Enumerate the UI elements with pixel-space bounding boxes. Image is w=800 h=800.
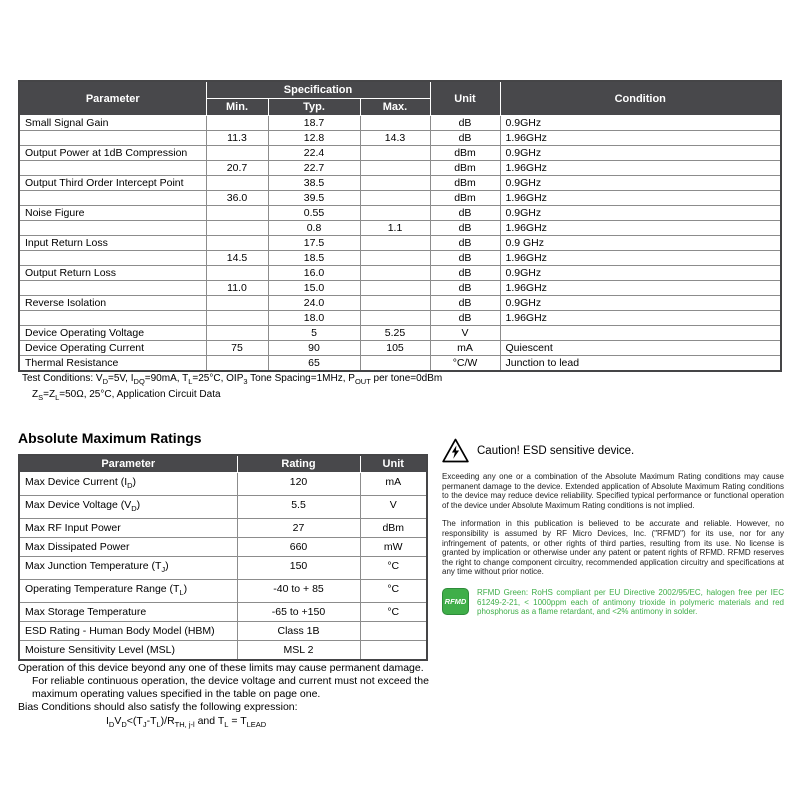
spec-cell-unit: V [430, 326, 500, 341]
spec-table-row [19, 116, 781, 131]
spec-cell-min [206, 206, 268, 221]
abs-max-title: Absolute Maximum Ratings [18, 430, 202, 446]
amr-cell-rating: -40 to + 85 [237, 580, 360, 603]
amr-cell-unit [360, 641, 427, 661]
spec-cell-typ: 22.4 [268, 146, 360, 161]
amr-cell-parameter: Max Storage Temperature [19, 603, 237, 622]
amr-cell-unit: dBm [360, 519, 427, 538]
spec-header-min: Min. [206, 99, 268, 116]
spec-cell-max: 105 [360, 341, 430, 356]
spec-cell-unit: dB [430, 311, 500, 326]
spec-cell-condition: 1.96GHz [500, 281, 781, 296]
spec-table-row [19, 251, 781, 266]
spec-cell-unit: °C/W [430, 356, 500, 372]
spec-cell-typ: 12.8 [268, 131, 360, 146]
test-conditions-line-2: $Z_S=Z_L=50\Omega$, 25°C, Application Circuit Data [32, 389, 221, 402]
spec-table-row [19, 356, 781, 372]
esd-warning-triangle-icon [442, 438, 469, 463]
amr-cell-parameter: Max Junction Temperature $(T_J)$ [19, 557, 237, 580]
spec-cell-unit: dBm [430, 191, 500, 206]
spec-cell-parameter [19, 161, 206, 176]
spec-cell-parameter [19, 131, 206, 146]
spec-cell-max [360, 356, 430, 372]
spec-cell-min: 20.7 [206, 161, 268, 176]
amr-cell-parameter: Operating Temperature Range $(T_L)$ [19, 580, 237, 603]
spec-cell-typ: 90 [268, 341, 360, 356]
spec-cell-unit: mA [430, 341, 500, 356]
test-conditions-note [22, 372, 442, 404]
spec-cell-unit: dBm [430, 176, 500, 191]
abs-max-table-row [19, 473, 427, 496]
rfmd-green-logo: RFMD [442, 588, 469, 615]
spec-cell-parameter: Thermal Resistance [19, 356, 206, 372]
abs-max-table-header [19, 455, 427, 473]
amr-cell-unit: V [360, 496, 427, 519]
spec-cell-condition: 0.9GHz [500, 146, 781, 161]
spec-header-typ: Typ. [268, 99, 360, 116]
spec-table-row [19, 176, 781, 191]
spec-cell-typ: 5 [268, 326, 360, 341]
spec-cell-condition: 1.96GHz [500, 161, 781, 176]
spec-cell-max [360, 161, 430, 176]
spec-table-row [19, 206, 781, 221]
spec-cell-max [360, 296, 430, 311]
amr-cell-parameter: ESD Rating - Human Body Model (HBM) [19, 622, 237, 641]
spec-cell-parameter [19, 251, 206, 266]
spec-cell-typ: 0.8 [268, 221, 360, 236]
spec-cell-typ: 39.5 [268, 191, 360, 206]
spec-cell-parameter: Output Third Order Intercept Point [19, 176, 206, 191]
amr-cell-unit: °C [360, 580, 427, 603]
spec-cell-parameter [19, 191, 206, 206]
spec-cell-typ: 65 [268, 356, 360, 372]
spec-cell-max [360, 236, 430, 251]
spec-table-row [19, 161, 781, 176]
spec-cell-min [206, 236, 268, 251]
spec-cell-unit: dB [430, 116, 500, 131]
spec-cell-max: 14.3 [360, 131, 430, 146]
spec-header-max: Max. [360, 99, 430, 116]
spec-cell-typ: 15.0 [268, 281, 360, 296]
spec-table-row [19, 146, 781, 161]
abs-max-table-row [19, 580, 427, 603]
spec-cell-unit: dBm [430, 146, 500, 161]
spec-cell-max [360, 206, 430, 221]
amr-cell-rating: Class 1B [237, 622, 360, 641]
amr-cell-rating: 27 [237, 519, 360, 538]
spec-cell-condition: 0.9 GHz [500, 236, 781, 251]
amr-cell-parameter: Max Device Current $(I_D)$ [19, 473, 237, 496]
spec-cell-max [360, 266, 430, 281]
spec-cell-typ: 0.55 [268, 206, 360, 221]
spec-cell-unit: dB [430, 296, 500, 311]
spec-cell-min [206, 116, 268, 131]
spec-cell-condition: 0.9GHz [500, 296, 781, 311]
spec-cell-min: 75 [206, 341, 268, 356]
spec-cell-typ: 17.5 [268, 236, 360, 251]
spec-header-condition: Condition [500, 81, 781, 116]
spec-cell-typ: 16.0 [268, 266, 360, 281]
spec-cell-min [206, 356, 268, 372]
spec-cell-typ: 18.5 [268, 251, 360, 266]
spec-cell-max [360, 191, 430, 206]
spec-cell-min [206, 326, 268, 341]
spec-cell-parameter [19, 311, 206, 326]
abs-max-table-row [19, 496, 427, 519]
spec-cell-parameter: Small Signal Gain [19, 116, 206, 131]
bias-conditions-line: Bias Conditions should also satisfy the following expression: [18, 701, 298, 713]
test-conditions-line-1: Test Conditions: $V_D=5V$, $I_{DQ}=90mA$, $T_L=25^\circ C$, $OIP_3$ Tone Spacing=1MHz, $P_{OUT}$ per tone=0dBm [22, 373, 443, 386]
abs-max-table-row [19, 538, 427, 557]
amr-cell-unit: °C [360, 557, 427, 580]
spec-cell-parameter [19, 281, 206, 296]
amr-cell-parameter: Max RF Input Power [19, 519, 237, 538]
spec-cell-max [360, 176, 430, 191]
spec-cell-parameter: Output Power at 1dB Compression [19, 146, 206, 161]
amr-cell-unit: °C [360, 603, 427, 622]
spec-cell-max: 5.25 [360, 326, 430, 341]
spec-cell-condition: Quiescent [500, 341, 781, 356]
spec-cell-min [206, 311, 268, 326]
abs-max-table-row [19, 641, 427, 661]
spec-cell-min [206, 221, 268, 236]
abs-max-table-row [19, 603, 427, 622]
abs-max-table-row [19, 622, 427, 641]
spec-cell-condition: 1.96GHz [500, 221, 781, 236]
spec-cell-parameter: Noise Figure [19, 206, 206, 221]
spec-table-header [19, 81, 781, 116]
limits-footer [18, 662, 438, 731]
spec-cell-min: 14.5 [206, 251, 268, 266]
spec-cell-typ: 18.7 [268, 116, 360, 131]
amr-cell-parameter: Max Device Voltage $(V_D)$ [19, 496, 237, 519]
spec-cell-condition: 0.9GHz [500, 206, 781, 221]
spec-cell-unit: dB [430, 131, 500, 146]
amr-cell-rating: 5.5 [237, 496, 360, 519]
spec-table-row [19, 311, 781, 326]
spec-cell-max [360, 281, 430, 296]
spec-cell-condition: 0.9GHz [500, 266, 781, 281]
amr-cell-unit [360, 622, 427, 641]
spec-cell-parameter: Input Return Loss [19, 236, 206, 251]
spec-cell-max [360, 146, 430, 161]
amr-cell-rating: 660 [237, 538, 360, 557]
spec-cell-condition: 1.96GHz [500, 311, 781, 326]
spec-cell-unit: dB [430, 281, 500, 296]
spec-cell-max [360, 251, 430, 266]
spec-table-row [19, 341, 781, 356]
spec-cell-unit: dB [430, 236, 500, 251]
spec-cell-max [360, 116, 430, 131]
spec-cell-typ: 38.5 [268, 176, 360, 191]
spec-cell-unit: dBm [430, 161, 500, 176]
amr-cell-parameter: Max Dissipated Power [19, 538, 237, 557]
abs-max-table [18, 454, 428, 661]
spec-table-row [19, 236, 781, 251]
abs-max-table-row [19, 519, 427, 538]
spec-cell-typ: 24.0 [268, 296, 360, 311]
amr-cell-rating: MSL 2 [237, 641, 360, 661]
spec-cell-min: 11.3 [206, 131, 268, 146]
amr-header-unit: Unit [360, 455, 427, 473]
spec-cell-min: 36.0 [206, 191, 268, 206]
spec-header-parameter: Parameter [19, 81, 206, 116]
spec-cell-condition: 1.96GHz [500, 191, 781, 206]
abs-max-table-row [19, 557, 427, 580]
spec-cell-condition: 0.9GHz [500, 116, 781, 131]
spec-cell-parameter: Device Operating Current [19, 341, 206, 356]
amr-cell-rating: -65 to +150 [237, 603, 360, 622]
spec-cell-min [206, 176, 268, 191]
spec-cell-condition: 1.96GHz [500, 131, 781, 146]
spec-cell-unit: dB [430, 251, 500, 266]
legal-paragraph: The information in this publication is believed to be accurate and reliable. However, no responsibility is assumed by RF Micro Devices, Inc. ("RFMD") for its use, nor for any infringement of patents, or other rights of third parties, resulting from its use. No license is granted by implication or otherwise under any patent or patent rights of RFMD. RFMD reserves the right to change component circuitry, recommended application circuitry and specifications at any time without prior notice. [442, 519, 784, 577]
rfmd-green-paragraph: RFMD Green: RoHS compliant per EU Directive 2002/95/EC, halogen free per IEC 61249-2-21, < 1000ppm each of antimony trioxide in polymeric materials and red phosphorus as a flame retardant, and <2% antimony in solder. [477, 587, 784, 617]
spec-cell-condition [500, 326, 781, 341]
spec-table-row [19, 221, 781, 236]
spec-cell-parameter: Device Operating Voltage [19, 326, 206, 341]
spec-cell-min [206, 266, 268, 281]
specification-table [18, 80, 782, 372]
amr-cell-rating: 120 [237, 473, 360, 496]
spec-cell-unit: dB [430, 266, 500, 281]
spec-cell-condition: 1.96GHz [500, 251, 781, 266]
spec-table-row [19, 131, 781, 146]
spec-table-row [19, 326, 781, 341]
amr-header-parameter: Parameter [19, 455, 237, 473]
spec-cell-min: 11.0 [206, 281, 268, 296]
amr-cell-parameter: Moisture Sensitivity Level (MSL) [19, 641, 237, 661]
spec-header-specification: Specification [206, 81, 430, 99]
amr-cell-unit: mA [360, 473, 427, 496]
esd-paragraph: Exceeding any one or a combination of the Absolute Maximum Rating conditions may cause permanent damage to the device. Extended application of Absolute Maximum Rating conditions to the device may reduce device reliability. Specified typical performance or functional operation of the device under Absolute Maximum Rating conditions is not implied. [442, 472, 784, 510]
spec-cell-min [206, 146, 268, 161]
caution-row [442, 438, 784, 463]
spec-table-row [19, 191, 781, 206]
spec-cell-typ: 22.7 [268, 161, 360, 176]
spec-table-row [19, 281, 781, 296]
spec-cell-condition: 0.9GHz [500, 176, 781, 191]
amr-cell-rating: 150 [237, 557, 360, 580]
spec-cell-typ: 18.0 [268, 311, 360, 326]
caution-panel [442, 438, 784, 617]
spec-cell-parameter: Reverse Isolation [19, 296, 206, 311]
spec-cell-unit: dB [430, 206, 500, 221]
limits-paragraph: Operation of this device beyond any one of these limits may cause permanent damage. For reliable continuous operation, the device voltage and current must not exceed the maximum operating values specified in the table on page one. [18, 662, 429, 700]
rfmd-green-row [442, 588, 784, 617]
spec-cell-max [360, 311, 430, 326]
spec-cell-min [206, 296, 268, 311]
spec-table-row [19, 266, 781, 281]
bias-expression: $I_DV_D<(T_J-T_L)/R_{TH, j-l}$ and $T_L = T_{LEAD}$ [106, 715, 267, 730]
spec-cell-unit: dB [430, 221, 500, 236]
spec-cell-parameter [19, 221, 206, 236]
caution-title: Caution! ESD sensitive device. [477, 444, 635, 457]
spec-header-unit: Unit [430, 81, 500, 116]
amr-cell-unit: mW [360, 538, 427, 557]
spec-cell-condition: Junction to lead [500, 356, 781, 372]
amr-header-rating: Rating [237, 455, 360, 473]
spec-cell-max: 1.1 [360, 221, 430, 236]
spec-cell-parameter: Output Return Loss [19, 266, 206, 281]
spec-table-row [19, 296, 781, 311]
